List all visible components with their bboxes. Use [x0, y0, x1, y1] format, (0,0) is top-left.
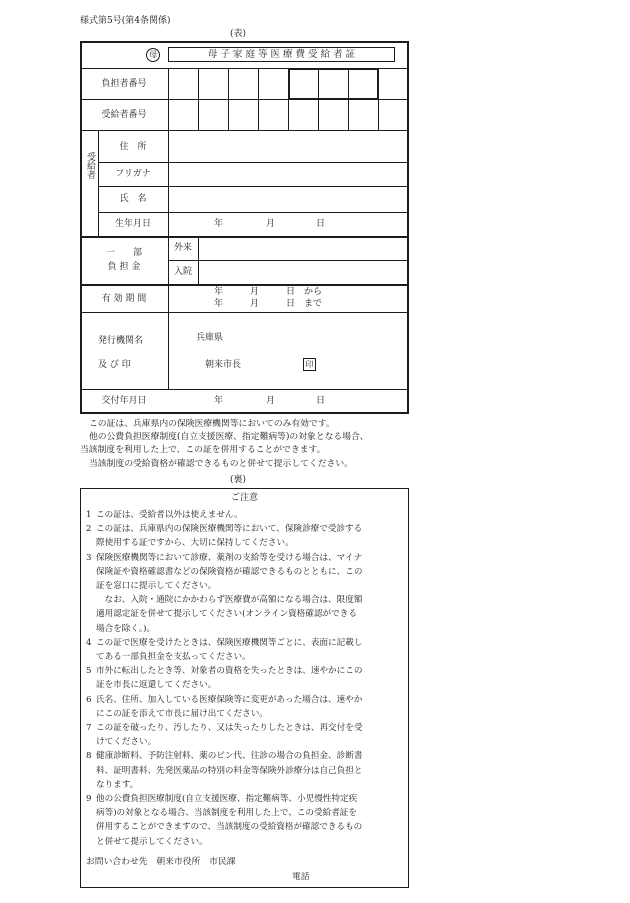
caution-item-line: なります。: [96, 779, 139, 790]
caution-item-number: 6: [86, 694, 92, 705]
caution-item-line: 併用することができますので、当該制度の受給資格が確認できるもの: [96, 822, 363, 833]
burden-number-label: 負担者番号: [101, 79, 147, 89]
caution-item-line: にこの証を添えて市長に届け出てください。: [96, 708, 268, 719]
seal-mark-mother: 母: [146, 48, 160, 62]
recipient-group-label: 受給者: [85, 152, 95, 179]
caution-item-line: 証を窓口に提示してください。: [96, 580, 217, 591]
recipient-number-label: 受給者番号: [101, 110, 147, 120]
caution-item-line: この証を破ったり、汚したり、又は失ったりしたときは、再交付を受: [96, 723, 363, 733]
recipient-number-input[interactable]: [169, 100, 408, 130]
issue-date-label: 交付年月日: [101, 396, 147, 406]
caution-item-number: 3: [86, 552, 92, 563]
front-note: 他の公費負担医療制度(自立支援医療、指定難病等)の対象となる場合、: [89, 432, 369, 442]
birth-date-label: 生年月日: [114, 219, 151, 229]
name-label: 氏 名: [119, 194, 147, 204]
validity-from: 年 月 日 から: [214, 287, 323, 297]
caution-item-line: 場合を除く。)。: [96, 623, 156, 634]
caution-item-line: なお、入院・通院にかかわらず医療費が高額になる場合は、限度額: [96, 595, 363, 606]
issuer-mayor: 朝来市長: [205, 360, 242, 370]
caution-item-line: この証は、兵庫県内の保険医療機関等において、保険診療で受診する: [96, 524, 363, 535]
furigana-label: フリガナ: [115, 169, 151, 179]
caution-item-line: この証で医療を受けたときは、保険医療機関等ごとに、表面に記載し: [96, 637, 363, 648]
copay-label-line1: 一 部: [105, 248, 142, 258]
caution-item-line: 料、証明書料、先発医薬品の特別の料金等保険外診療分は自己負担と: [96, 765, 363, 776]
phone-label: 電話: [292, 872, 310, 882]
caution-item-line: 他の公費負担医療制度(自立支援医療、指定難病等、小児慢性特定疾: [96, 794, 358, 804]
caution-item-number: 8: [86, 751, 92, 762]
birth-day-unit: 日: [316, 219, 326, 229]
copay-label-line2: 負 担 金: [107, 262, 141, 272]
caution-item-line: 適用認定証を併せて提示してください(オンライン資格確認ができる: [96, 609, 357, 620]
issuer-label-line2: 及 び 印: [98, 360, 131, 370]
caution-item-line: てある一部負担金を支払ってください。: [96, 651, 251, 662]
form-number-label: 様式第5号(第4条関係): [80, 16, 171, 26]
furigana-field[interactable]: [169, 163, 408, 185]
issuer-label-line1: 発行機関名: [98, 336, 144, 346]
caution-item-line: 市外に転出したとき等、対象者の資格を失ったときは、速やかにこの: [96, 666, 363, 677]
issue-month-unit: 月: [266, 396, 276, 406]
caution-item-number: 2: [86, 524, 92, 535]
validity-to: 年 月 日 まで: [214, 299, 323, 309]
inpatient-label: 入院: [173, 267, 192, 277]
caution-item-line: 病等)の対象となる場合、当該制度を利用した上で、この受給者証を: [96, 808, 357, 819]
back-side-label: (裏): [230, 475, 247, 485]
rule: [80, 312, 409, 313]
rule-thick: [80, 284, 409, 286]
caution-item-line: 保険証や資格確認書などの保険資格が確認できるものとともに、この: [96, 566, 363, 577]
front-side-label: (表): [230, 29, 247, 39]
caution-item-number: 1: [86, 510, 92, 520]
caution-item-number: 4: [86, 637, 92, 648]
caution-item-line: と併せて提示してください。: [96, 836, 208, 847]
caution-item-line: けてください。: [96, 737, 157, 748]
caution-item-number: 9: [86, 794, 92, 804]
birth-year-unit: 年: [214, 219, 224, 229]
front-note: この証は、兵庫県内の保険医療機関等においてのみ有効です。: [89, 419, 335, 429]
contact-info: お問い合わせ先 朝来市役所 市民課: [86, 857, 236, 867]
address-label: 住 所: [119, 142, 147, 152]
caution-item-line: この証は、受給者以外は使えません。: [96, 510, 243, 520]
front-note: 当該制度を利用した上で、この証を併用することができます。: [80, 445, 326, 455]
name-field[interactable]: [169, 187, 408, 211]
issuer-prefecture: 兵庫県: [196, 333, 224, 343]
caution-item-line: 証を市長に返還してください。: [96, 680, 217, 691]
inpatient-field[interactable]: [199, 261, 408, 284]
caution-item-line: 健康診断料、予防注射料、薬のビン代、往診の場合の負担金、診断書: [96, 751, 363, 762]
certificate-title: 母 子 家 庭 等 医 療 費 受 給 者 証: [207, 49, 356, 60]
issue-day-unit: 日: [316, 396, 326, 406]
caution-item-line: 保険医療機関等において診療、薬剤の支給等を受ける場合は、マイナ: [96, 552, 363, 563]
caution-item-number: 7: [86, 723, 92, 733]
rule: [80, 389, 409, 390]
rule: [98, 212, 409, 213]
outpatient-label: 外来: [173, 243, 192, 253]
issue-year-unit: 年: [214, 396, 224, 406]
caution-item-line: 際使用する証ですから、大切に保持してください。: [96, 538, 294, 549]
caution-title: ご注意: [230, 493, 258, 503]
address-field[interactable]: [169, 131, 408, 161]
validity-label: 有 効 期 間: [101, 294, 147, 304]
burden-number-input[interactable]: [169, 69, 408, 99]
birth-month-unit: 月: [266, 219, 276, 229]
caution-item-line: 氏名、住所、加入している医療保険等に変更があった場合は、速やか: [96, 694, 363, 705]
official-seal-mark: 印: [303, 358, 316, 371]
outpatient-field[interactable]: [199, 238, 408, 260]
caution-item-number: 5: [86, 666, 92, 677]
front-note: 当該制度の受給資格が確認できるものと併せて提示してください。: [89, 459, 353, 469]
